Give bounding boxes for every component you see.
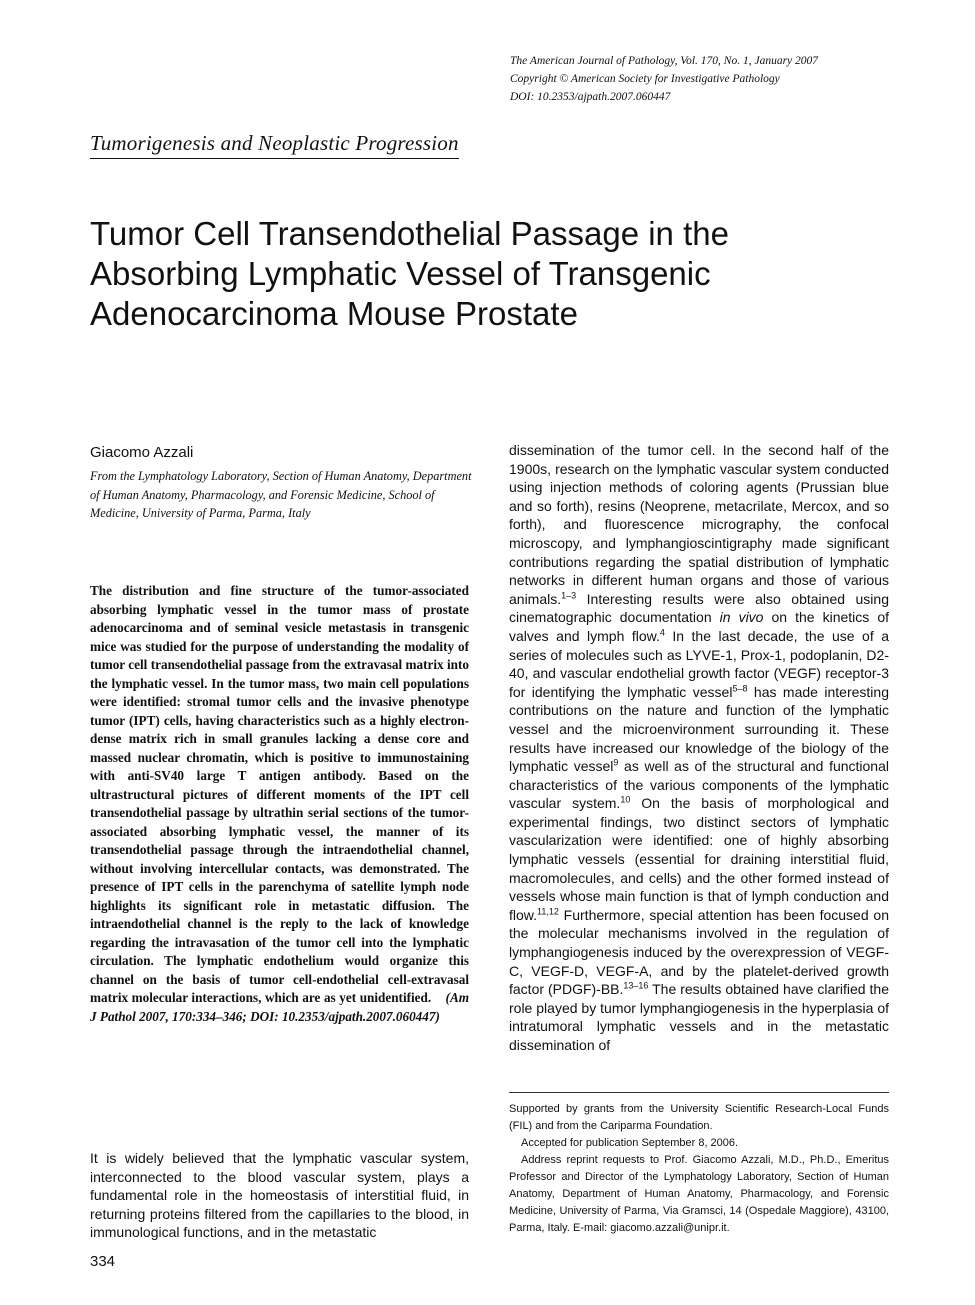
body-text: In the last decade, the use of a series of molecules such as LYVE-1, Prox-1, podoplanin, D2-40, and vascular endothelial growth factor (VEGF) receptor-3 for identifying the lymphatic vessel [509, 627, 889, 700]
reference-marker: 10 [620, 794, 631, 805]
title-line: Tumor Cell Transendothelial Passage in the [90, 215, 729, 252]
abstract-text: The distribution and fine structure of the tumor-associated absorbing lymphatic vessel in the tumor mass of prostate adenocarcinoma and of seminal vesicle metastasis in transgenic mice was studied for the purpose of understanding the modality of tumor cell transendothelial passage from the extravasal matrix into the lymphatic vessel. In the tumor mass, two main cell populations were identified: stromal tumor cells and the invasive phenotype tumor (IPT) cells, having characteristics such as a highly electron-dense matrix rich in small granules lacking a dense core and massed nuclear chromatin, which is positive to immunostaining with anti-SV40 large T antigen antibody. Based on the ultrastructural pictures of different moments of the IPT cell transendothelial passage by ultrathin serial sections of the tumor-associated absorbing lymphatic vessel, the manner of its transendothelial passage through the intraendothelial channel, without involving intercellular contacts, was demonstrated. The presence of IPT cells in the parenchyma of satellite lymph node highlights its significant role in metastatic diffusion. The intraendothelial channel is the reply to the lack of knowledge regarding the intravasation of the tumor cell into the lymphatic circulation. The lymphatic endothelium would organize this channel on the basis of tumor cell-endothelial cell-extravasal matrix molecular interactions, which are as yet unidentified. [90, 583, 469, 1005]
footnote-divider [509, 1092, 889, 1093]
correspondence-address: Address reprint requests to Prof. Giacomo Azzali, M.D., Ph.D., Emeritus Professor and Director of the Lymphatology Laboratory, Section of Human Anatomy, Department of Human Anatomy, Pharmacology, and Forensic Medicine, University of Parma, Via Gramsci, 14 (Ospedale Maggiore), 43100, Parma, Italy. E-mail: giacomo.azzali@unipr.it. [509, 1154, 889, 1234]
footnotes [509, 1101, 889, 1237]
reference-marker: 11,12 [537, 906, 559, 917]
doi-line: DOI: 10.2353/ajpath.2007.060447 [510, 91, 671, 103]
body-text: Interesting results were also obtained using cinematographic documentation [509, 590, 889, 626]
journal-citation-line: The American Journal of Pathology, Vol. 170, No. 1, January 2007 [510, 55, 819, 67]
italic-term: in vivo [719, 609, 764, 626]
accepted-note: Accepted for publication September 8, 2006. [521, 1137, 739, 1149]
author-affiliation: From the Lymphatology Laboratory, Section of Human Anatomy, Department of Human Anatomy, Pharmacology, and Forensic Medicine, School of Medicine, University of Parma, Parma, Italy [90, 469, 472, 520]
body-text: on the kinetics of valves and lymph flow. [509, 609, 890, 644]
reference-marker: 9 [613, 757, 619, 768]
journal-header [510, 52, 910, 106]
section-heading: Tumorigenesis and Neoplastic Progression [90, 131, 459, 159]
body-text: has made interesting contributions on the nature and function of the lymphatic vessel and the microenvironment surrounding it. These results have increased our knowledge of the biology of the lymphatic vessel [509, 683, 889, 775]
reference-marker: 1–3 [561, 590, 577, 601]
body-text: Furthermore, special attention has been focused on the molecular mechanisms involved in the regulation of lymphangiogenesis induced by the overexpression of VEGF-C, VEGF-D, VEGF-A, and by the platelet-derived growth factor (PDGF)-BB. [509, 906, 889, 998]
reference-marker: 13–16 [623, 980, 649, 991]
copyright-line: Copyright © American Society for Investigative Pathology [510, 73, 780, 85]
reference-marker: 4 [659, 627, 665, 638]
title-line: Adenocarcinoma Mouse Prostate [90, 295, 578, 332]
body-text: The results obtained have clarified the role played by tumor lymphangiogenesis in the hyperplasia of intratumoral lymphatic vessels and in the metastatic dissemination of [509, 981, 889, 1053]
title-line: Absorbing Lymphatic Vessel of Transgenic [90, 255, 711, 292]
abstract-citation: (Am J Pathol 2007, 170:334–346; DOI: 10.2353/ajpath.2007.060447) [90, 990, 469, 1024]
funding-note: Supported by grants from the University Scientific Research-Local Funds (FIL) and from the Cariparma Foundation. [509, 1103, 889, 1132]
article-title [90, 214, 850, 334]
reference-marker: 5–8 [732, 683, 748, 694]
body-text-right-column [509, 441, 889, 1055]
body-text: On the basis of morphological and experimental findings, two distinct sectors of lymphatic vascularization were identified: one of highly absorbing lymphatic vessels (essential for draining interstitial fluid, macromolecules, and cells) and the other formed instead of vessels whose main function is that of lymph conduction and flow. [509, 795, 890, 923]
author-name: Giacomo Azzali [90, 444, 194, 461]
body-text: dissemination of the tumor cell. In the second half of the 1900s, research on the lymphatic vascular system conducted using injection methods of coloring agents (Prussian blue and so forth), resins (Neoprene, metacrilate, Mercox, and so forth), and fluorescence micrography, the confocal microscopy, and lymphangioscintigraphy made significant contributions regarding the spatial distribution of lymphatic networks in different human organs and those of various animals. [509, 442, 889, 607]
body-text-left-column: It is widely believed that the lymphatic vascular system, interconnected to the blood vascular system, plays a fundamental role in the homeostasis of interstitial fluid, in returning proteins filtered from the capillaries to the blood, in immunological functions, and in the metastatic [90, 1150, 469, 1241]
page-number: 334 [90, 1253, 116, 1270]
body-text: as well as of the structural and functional characteristics of the various components of the lymphatic vascular system. [509, 758, 889, 812]
abstract [90, 582, 469, 1026]
